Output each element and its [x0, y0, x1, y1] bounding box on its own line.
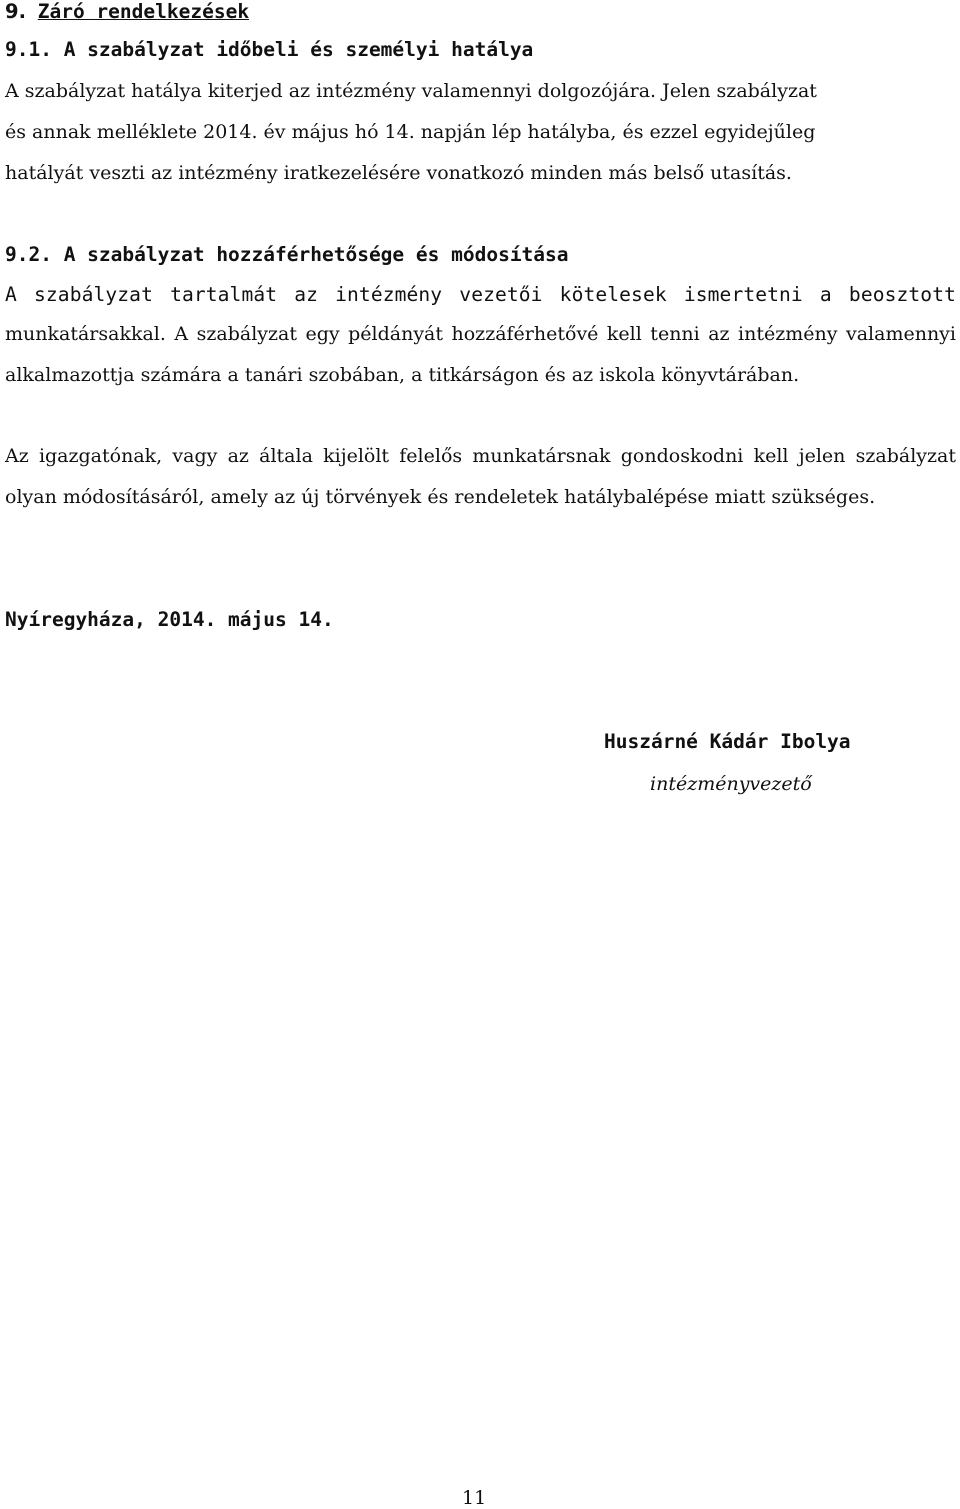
- section-9-1-heading: 9.1. A szabályzat időbeli és személyi hatálya: [5, 38, 534, 61]
- signatory-name: Huszárné Kádár Ibolya: [604, 730, 851, 753]
- section-9-2-paragraph-2: Az igazgatónak, vagy az általa kijelölt felelős munkatársnak gondoskodni kell jelen szabályzat olyan módosításáról, amely az új törvények és rendeletek hatálybalépése miatt szükséges.: [5, 445, 956, 508]
- section-9-number: 9.: [5, 0, 26, 23]
- section-9-2-paragraph-1-line-1: A szabályzat tartalmát az intézmény vezetői kötelesek ismertetni a beosztott: [5, 283, 956, 306]
- signatory-title: intézményvezető: [650, 773, 812, 795]
- page-number: 11: [462, 1487, 487, 1509]
- section-9-1-line-3: hatályát veszti az intézmény iratkezelésére vonatkozó minden más belső utasítás.: [5, 162, 792, 184]
- section-9-heading: [5, 0, 249, 24]
- section-9-2-paragraph-1-rest: munkatársakkal. A szabályzat egy példányát hozzáférhetővé kell tenni az intézmény valamennyi alkalmazottja számára a tanári szobában, a titkárságon és az iskola könyvtárában.: [5, 323, 956, 386]
- place-and-date: Nyíregyháza, 2014. május 14.: [5, 608, 334, 631]
- section-9-2-heading: 9.2. A szabályzat hozzáférhetősége és módosítása: [5, 243, 569, 266]
- section-9-title: Záró rendelkezések: [37, 0, 250, 23]
- section-9-1-line-2: és annak melléklete 2014. év május hó 14. napján lép hatályba, és ezzel egyidejűleg: [5, 121, 816, 143]
- section-9-1-line-1: A szabályzat hatálya kiterjed az intézmény valamennyi dolgozójára. Jelen szabályzat: [5, 80, 817, 102]
